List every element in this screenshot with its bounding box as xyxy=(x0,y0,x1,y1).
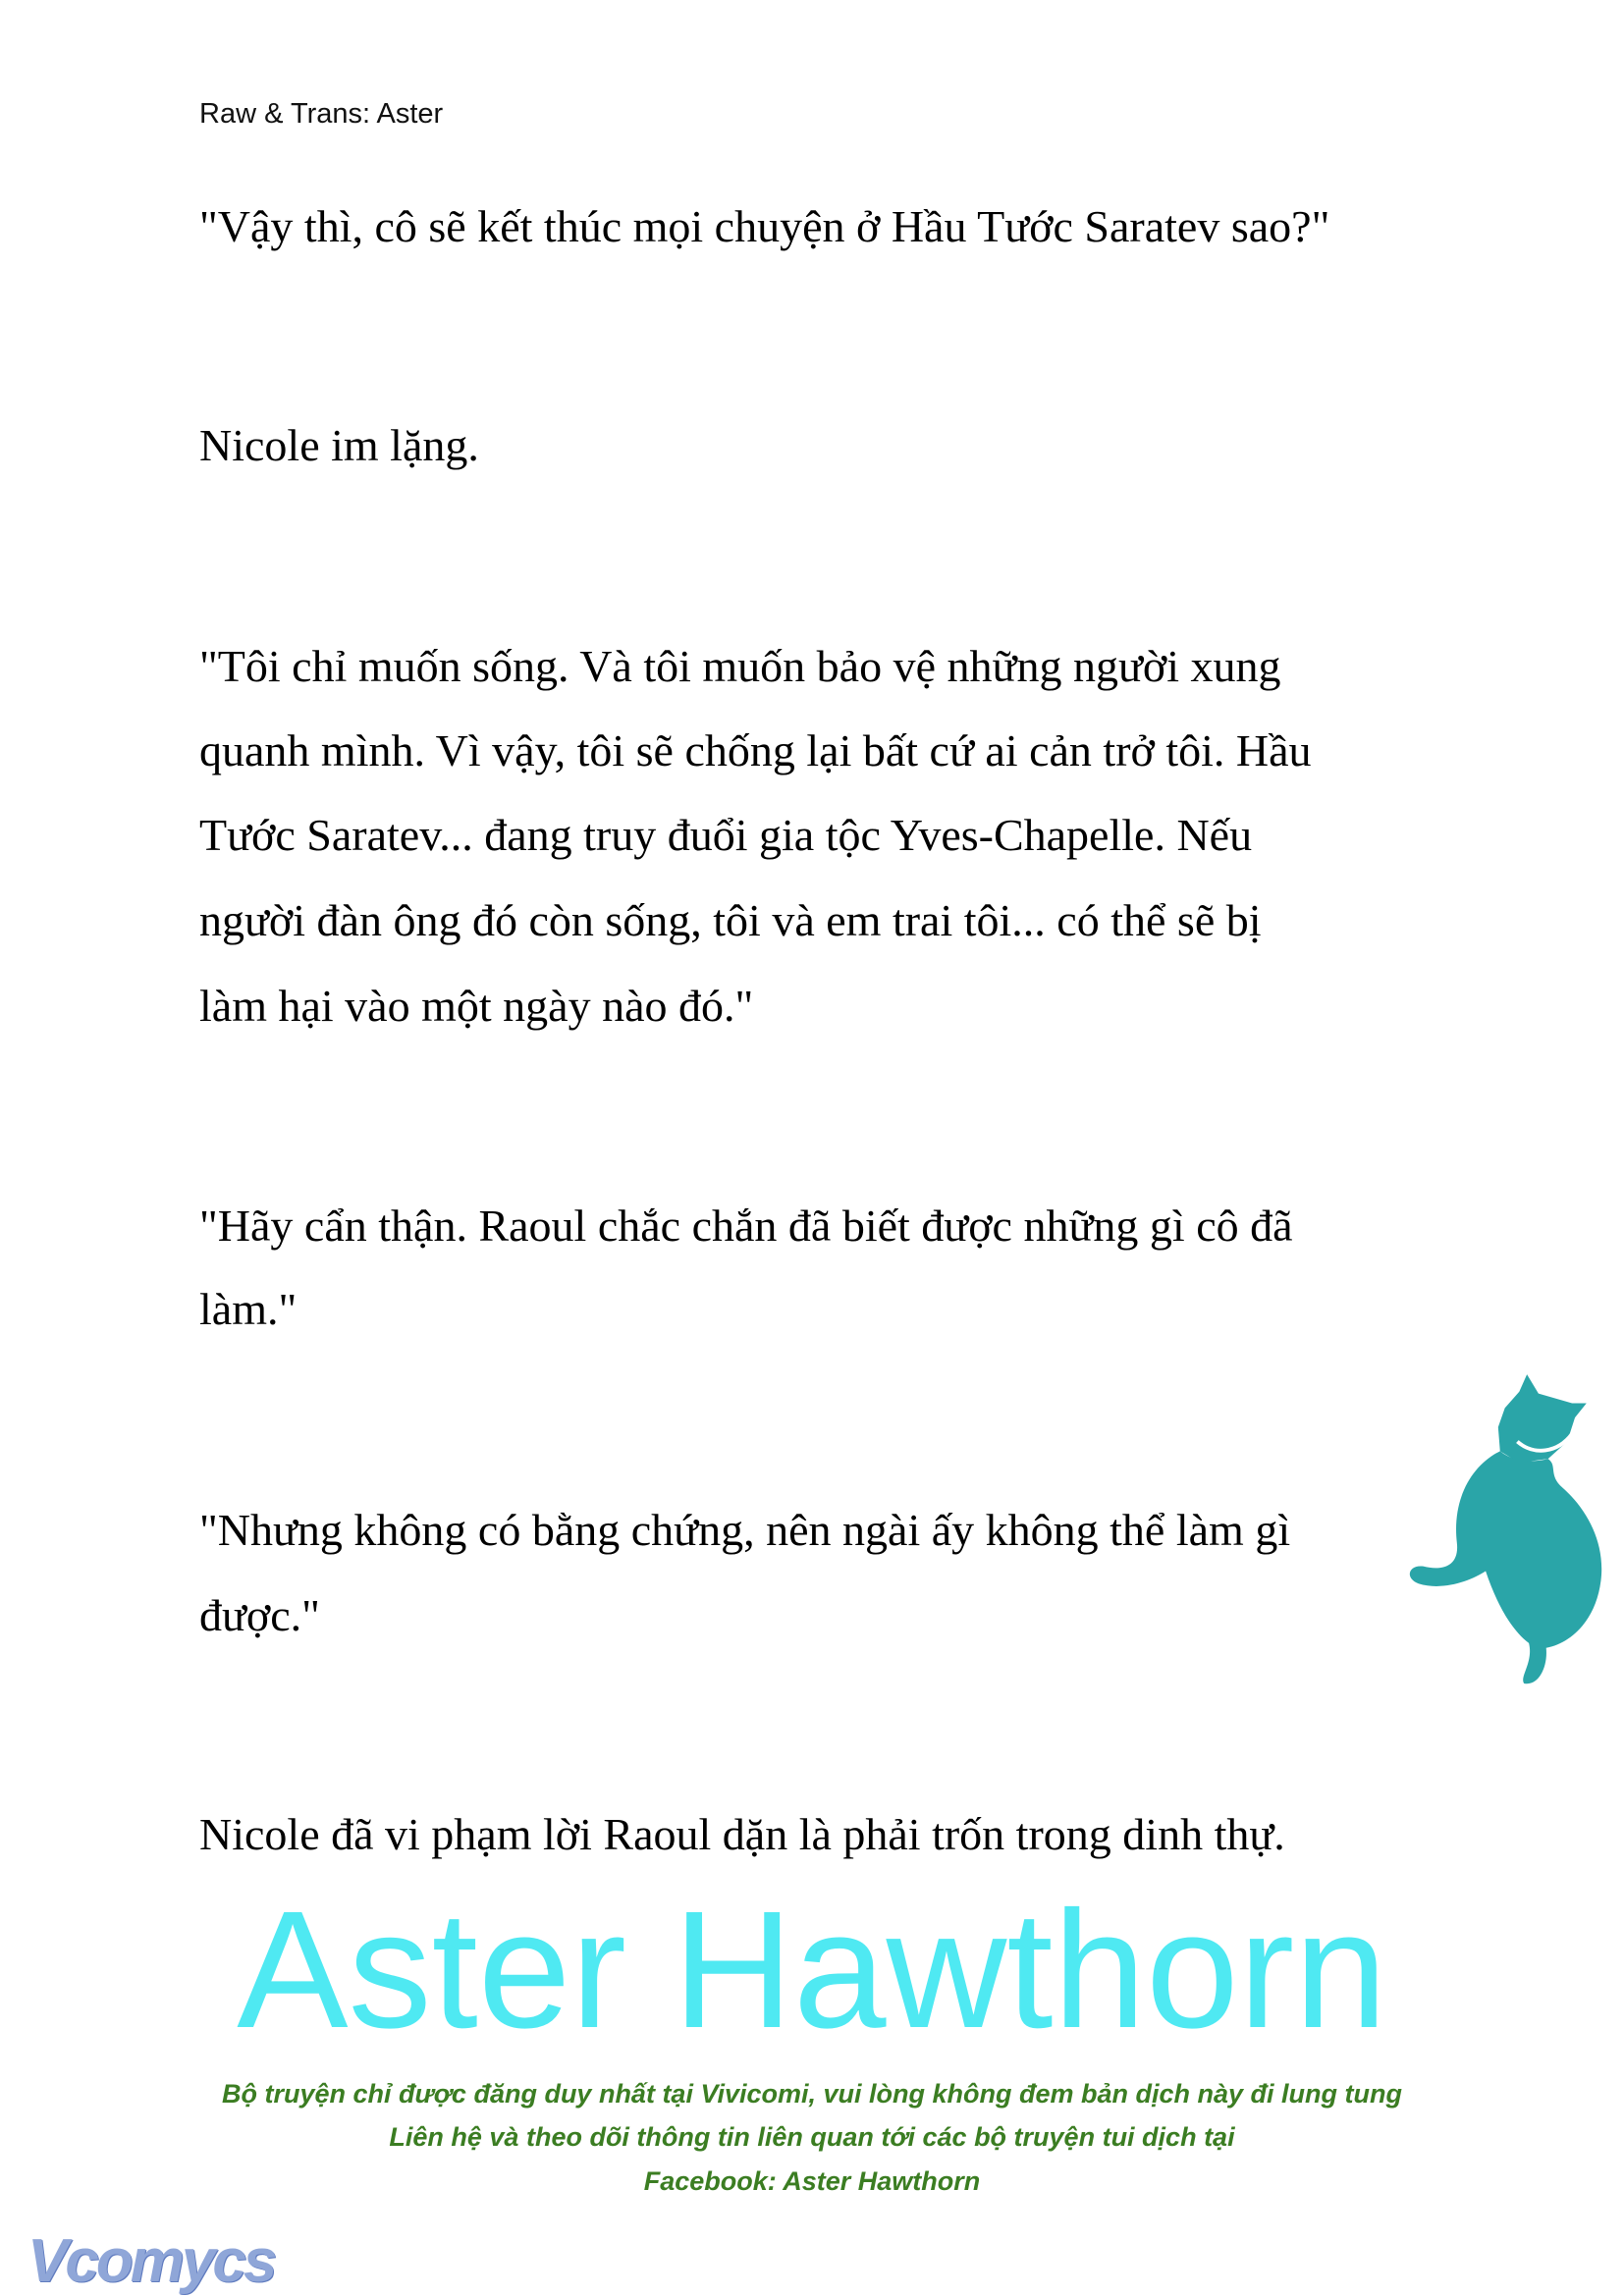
cat-silhouette-icon xyxy=(1404,1374,1620,1686)
text-line: Tước Saratev... đang truy đuổi gia tộc Yves-Chapelle. Nếu xyxy=(199,810,1253,860)
text-line: Nicole đã vi phạm lời Raoul dặn là phải trốn trong dinh thự. xyxy=(199,1809,1285,1859)
text-line: Nicole im lặng. xyxy=(199,420,479,470)
footer-contact: Liên hệ và theo dõi thông tin liên quan tới các bộ truyện tui dịch tại xyxy=(389,2122,1235,2152)
vcomycs-logo: Vcomycs xyxy=(27,2227,275,2295)
text-line: "Hãy cẩn thận. Raoul chắc chắn đã biết được những gì cô đã xyxy=(199,1201,1293,1251)
text-line: "Vậy thì, cô sẽ kết thúc mọi chuyện ở Hầu Tước Saratev sao?" xyxy=(199,201,1330,251)
text-line: làm." xyxy=(199,1284,298,1334)
text-line: người đàn ông đó còn sống, tôi và em trai tôi... có thể sẽ bị xyxy=(199,895,1262,945)
footer-facebook: Facebook: Aster Hawthorn xyxy=(643,2166,981,2196)
text-line: được." xyxy=(199,1590,320,1640)
text-line: quanh mình. Vì vậy, tôi sẽ chống lại bất cứ ai cản trở tôi. Hầu xyxy=(199,725,1312,775)
text-line: "Tôi chỉ muốn sống. Và tôi muốn bảo vệ những người xung xyxy=(199,641,1281,691)
text-line: làm hại vào một ngày nào đó." xyxy=(199,981,754,1031)
footer-notice: Bộ truyện chỉ được đăng duy nhất tại Vivicomi, vui lòng không đem bản dịch này đi lung tung xyxy=(222,2079,1402,2109)
watermark-text: Aster Hawthorn xyxy=(237,1877,1387,2063)
text-line: "Nhưng không có bằng chứng, nên ngài ấy không thể làm gì xyxy=(199,1505,1291,1555)
translator-credit: Raw & Trans: Aster xyxy=(199,98,444,130)
